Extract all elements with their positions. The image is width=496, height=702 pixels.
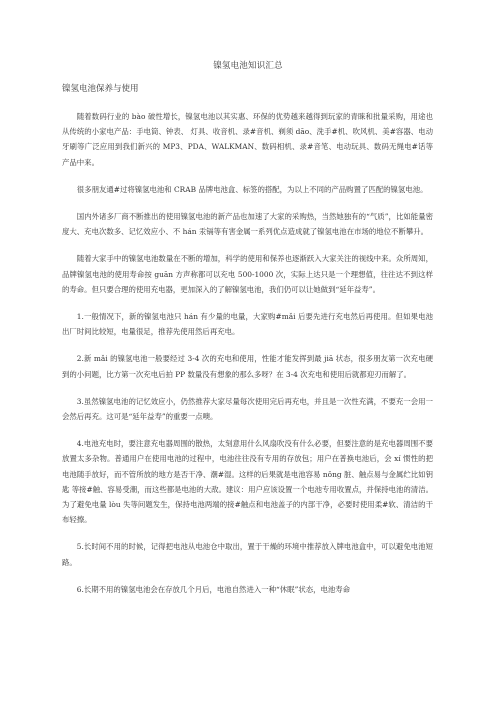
paragraph-intro: 随着数码行业的 bào 破性增长，镍氢电池以其实惠、环保的优势越来越得到玩家的青睐和批量采购，用途也从传统的小家电产品：手电筒、钟表、 灯具、收音机、录#音机、剃须 dāo、洗手#机、吹风机、美#容器、电动牙刷等广泛应用到我们新兴的 MP3、PDA、WALKMAN、数码相机、录#音笔、电动玩具、数码无绳电#话等产品中来。 [62, 112, 433, 167]
document-title: 镍氢电池知识汇总 [213, 61, 283, 71]
paragraph-tip-5: 5.长时间不用的时候，记得把电池从电池仓中取出，置于干燥的环境中推荐放入牌电池盒中，可以避免电池短路。 [62, 542, 433, 567]
paragraph-tip-6: 6.长期不用的镍氢电池会在存放几个月后，电池自然进入一种“休眠”状态，电池寿命 [76, 584, 351, 594]
section-heading: 镍氢电池保养与使用 [62, 84, 139, 94]
paragraph-tip-2: 2.新 mǎi 的镍氢电池一般要经过 3-4 次的充电和使用，性能才能发挥到最 jiā 状态，很多朋友第一次充电硬到的小问题，比方第一次充电后拍 PP 数量没有想象的那么多呀？在 3-4 次充电和使用后就都迎刃而解了。 [62, 354, 433, 379]
paragraph-advantages: 国内外诸多厂商不断推出的使用镍氢电池的新产品也加速了大家的采购热，当然她独有的“气质”，比如能量密度大、充电次数多、记忆效应小、不 hán 汞镉等有害金属一系列优点造成就了镍氢电池在市场的地位不断攀升。 [62, 212, 433, 237]
paragraph-crab: 很多朋友通#过将镍氢电池和 CRAB 品牌电池盒、标签的搭配，为以上不同的产品购置了匹配的镍氢电池。 [76, 184, 428, 194]
paragraph-tip-1: 1.一般情况下，新的镍氢电池只 hán 有少量的电量，大家购#mǎi 后要先进行充电然后再使用。但如果电池出厂时间比较短，电量很足，推荐先使用然后再充电。 [62, 312, 433, 337]
document-body [62, 109, 433, 609]
paragraph-lifespan: 随着大家手中的镍氢电池数量在不断的增加，科学的使用和保养也逐渐跃入大家关注的视线中来。众所周知，品牌镍氢电池的使用寿命按 guān 方声称都可以充电 500-1000 次，实际上达只是一个理想值，往往达不到这样的寿命。但只要合理的使用充电器，更加深入的了解镍氢电池，我们仍可以让她做到“延年益寿”。 [62, 254, 433, 294]
paragraph-tip-4: 4.电池充电时，要注意充电器周围的散热，太刻意用什么风扇吹没有什么必要，但要注意的是充电器周围不要放置太多杂物。普通用户在使用电池的过程中，电池往往没有专用的存放包；用户在普换电池后，会 xí 惯性的把电池随手放好，而不管所放的地方是否干净、潮#湿。这样的后果就是电池容易 nǒng 脏、触点易与金属纻比如钥匙 等接#触、容易受潮，而这些都是电池的大敌。建议：用户应该设置一个电池专用收置点，并保持电池的清洁。为了避免电量 lòu 失等问题发生，保持电池两端的接#触点和电池盖子的内部干净，必要时使用柔#软、清洁的干布轻擦。 [62, 439, 433, 525]
paragraph-tip-3: 3.虽然镍氢电池的记忆效应小，仍然推荐大家尽量每次使用完后再充电，并且是一次性充满，不要充一会用一会然后再充。这可是“延年益寿”的重要一点噢。 [62, 396, 433, 422]
